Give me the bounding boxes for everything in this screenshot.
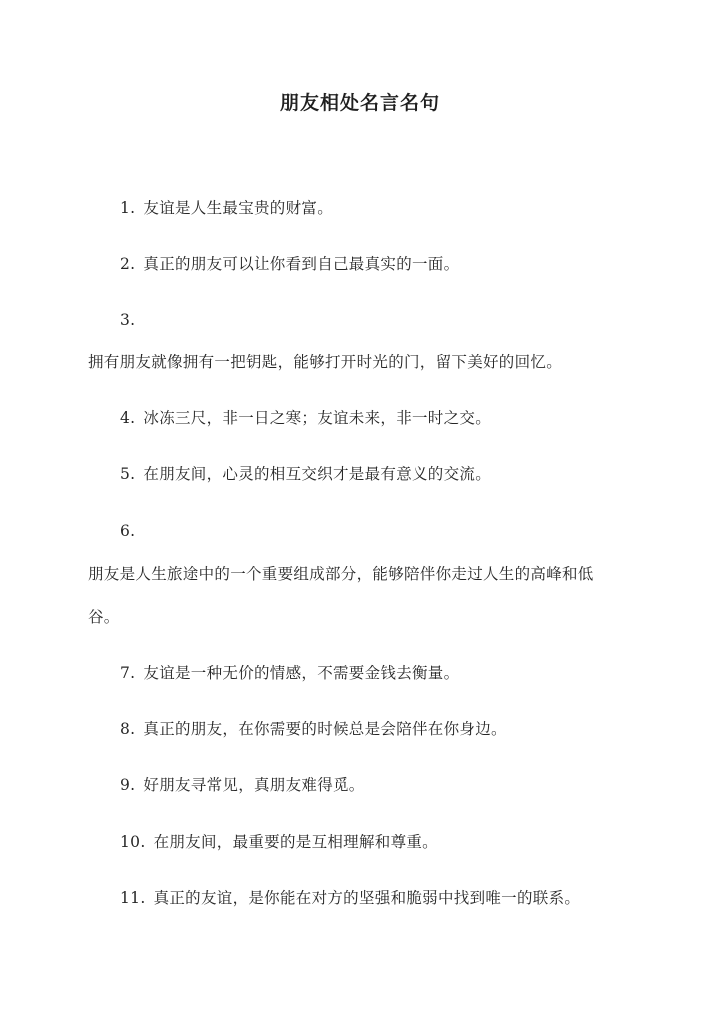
quote-text: 拥有朋友就像拥有一把钥匙，能够打开时光的门，留下美好的回忆。: [88, 353, 563, 371]
document-title: 朋友相处名言名句: [279, 92, 440, 114]
quote-number: 10.: [120, 833, 146, 851]
quote-number: 1.: [120, 199, 136, 217]
quote-item-1: [120, 198, 333, 218]
quote-item-2: [120, 254, 459, 274]
quote-text: 友谊是一种无价的情感，不需要金钱去衡量。: [143, 664, 460, 682]
quote-item-6-text-cont: [88, 607, 120, 627]
quote-text: 在朋友间，心灵的相互交织才是最有意义的交流。: [143, 465, 491, 483]
quote-item-8: [120, 719, 507, 739]
quote-text: 在朋友间，最重要的是互相理解和尊重。: [153, 833, 438, 851]
quote-text: 真正的朋友可以让你看到自己最真实的一面。: [143, 255, 460, 273]
quote-item-6: [120, 521, 143, 541]
quote-number: 6.: [120, 522, 136, 540]
quote-item-7: [120, 663, 459, 683]
quote-item-5: [120, 464, 491, 484]
quote-text: 好朋友寻常见，真朋友难得觅。: [143, 776, 365, 794]
quote-item-3: [120, 310, 143, 330]
quote-number: 3.: [120, 311, 136, 329]
quote-number: 11.: [120, 889, 146, 907]
quote-number: 5.: [120, 465, 136, 483]
quote-text: 真正的朋友，在你需要的时候总是会陪伴在你身边。: [143, 720, 507, 738]
quote-item-3-text: [88, 352, 562, 372]
quote-text: 冰冻三尺，非一日之寒；友谊未来，非一时之交。: [143, 409, 491, 427]
quote-number: 4.: [120, 409, 136, 427]
quote-number: 2.: [120, 255, 136, 273]
quote-item-9: [120, 775, 365, 795]
quote-text: 友谊是人生最宝贵的财富。: [143, 199, 333, 217]
quote-text: 谷。: [88, 608, 120, 626]
quote-number: 9.: [120, 776, 136, 794]
quote-text: 真正的友谊，是你能在对方的坚强和脆弱中找到唯一的联系。: [153, 889, 581, 907]
quote-number: 7.: [120, 664, 136, 682]
quote-text: 朋友是人生旅途中的一个重要组成部分，能够陪伴你走过人生的高峰和低: [88, 565, 594, 583]
quote-item-10: [120, 832, 438, 852]
quote-number: 8.: [120, 720, 136, 738]
quote-item-11: [120, 888, 580, 908]
quote-item-6-text: [88, 564, 594, 584]
quote-item-4: [120, 408, 491, 428]
